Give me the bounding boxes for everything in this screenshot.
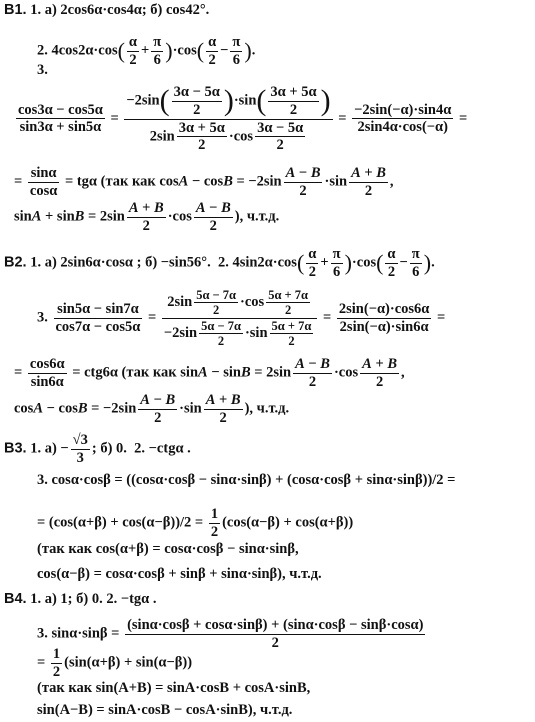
b1-item3-label: 3. [37,62,48,78]
b3-line2: = (cos(α+β) + cos(α−β))/2 = $\frac{1}{2}$ (cos(α−β) + cos(α+β)) [37,506,354,540]
b4-item1-text: 1. а) 1; б) 0. 2. −tgα . [30,591,157,607]
b1-equation: $\frac{\cos 3\alpha - \cos 5\alpha}{\sin 3\alpha + \sin 5\alpha}$ = −2sin( $\frac{3\alpha - 5\alpha}{2}$ )·sin( $\frac{3\alpha + 5\alpha}{2}$ ) 2sin $\frac{3\alpha + 5\alpha}{2}$ ·cos $\frac{3\alpha - 5\alpha}{2}$ = $\frac{-2\sin(-\alpha)\cdot\sin 4\alpha}{2\sin 4\alpha\cdot\cos(-\alpha)}$ = [18,84,468,154]
b1-item2-prefix: 2. 4cos2α·cos [37,42,118,59]
b4-line1: 3. sinα·sinβ = $\frac{(\sin\alpha\cdot\cos\beta + \cos\alpha\cdot\sin\beta) + (\sin\alpha\cdot\cos\beta - \sin\beta\cdot\cos\alpha)}{2}$ [37,617,424,651]
b1-result: = $\frac{\sin\alpha}{\cos\alpha}$ = tgα (так как cosA − cosB = −2sin $\frac{A - B}{2}$ ·sin $\frac{A + B}{2}$ , [14,165,394,199]
b1-identity: sinA + sinB = 2sin $\frac{A + B}{2}$ ·cos $\frac{A - B}{2}$ ), ч.т.д. [14,200,280,234]
b4-line3: (так как sin(A+B) = sinA·cosB + cosA·sinB, [37,680,311,696]
b4-line4: sin(A−B) = sinA·cosB − cosA·sinB), ч.т.д. [37,702,293,718]
b1-item1-text: 1. а) 2cos6α·cos4α; б) cos42°. [30,2,210,18]
b2-label: В2. [4,254,27,271]
b3-line4: cos(α−β) = cosα·cosβ + sinβ + sinα·sinβ), ч.т.д. [37,566,322,582]
b2-identity: cosA − cosB = −2sin $\frac{A - B}{2}$ ·sin $\frac{A + B}{2}$ ), ч.т.д. [14,392,290,426]
b3-item1: В3. 1. а) − $\frac{√3}{3}$ ; б) 0. 2. −ctgα . [4,432,191,466]
b3-line3: (так как cos(α+β) = cosα·cosβ − sinα·sinβ, [37,541,299,557]
b2-item3-label: 3. [37,309,48,326]
b4-label: В4. [4,591,27,607]
b1-item2: 2. 4cos2α·cos( $\frac{\alpha}{2}$ + $\frac{\pi}{6}$ )·cos( $\frac{\alpha}{2}$ − $\frac{\pi}{6}$ ). [37,34,256,68]
b2-item1: В2. 1. а) 2sin6α·cosα ; б) −sin56°. 2. 4sin2α·cos( $\frac{\alpha}{2}$ + $\frac{\pi}{6}$ )·cos( $\frac{\alpha}{2}$ − $\frac{\pi}{6}$ ). [4,246,435,280]
b2-result: = $\frac{\cos 6\alpha}{\sin 6\alpha}$ = ctg6α (так как sinA − sinB = 2sin $\frac{A - B}{2}$ ·cos $\frac{A + B}{2}$ , [14,356,405,390]
b4-line2: = $\frac{1}{2}$ (sin(α+β) + sin(α−β)) [37,646,193,680]
b1-item1 [4,2,209,19]
b4-item1 [4,591,157,608]
b3-line1: 3. cosα·cosβ = ((cosα·cosβ − sinα·sinβ) + (cosα·cosβ + sinα·sinβ))/2 = [37,472,456,488]
b2-equation: 3. $\frac{\sin 5\alpha - \sin 7\alpha}{\cos 7\alpha - \cos 5\alpha}$ = 2sin $\frac{5\alpha - 7\alpha}{2}$ ·cos $\frac{5\alpha + 7\alpha}{2}$ −2sin $\frac{5\alpha - 7\alpha}{2}$ ·sin $\frac{5\alpha + 7\alpha}{2}$ = $\frac{2\sin(-\alpha)\cdot\cos 6\alpha}{2\sin(-\alpha)\cdot\sin 6\alpha}$ = [37,288,446,349]
b1-label: В1. [4,2,27,18]
b3-label: В3. [4,440,27,457]
